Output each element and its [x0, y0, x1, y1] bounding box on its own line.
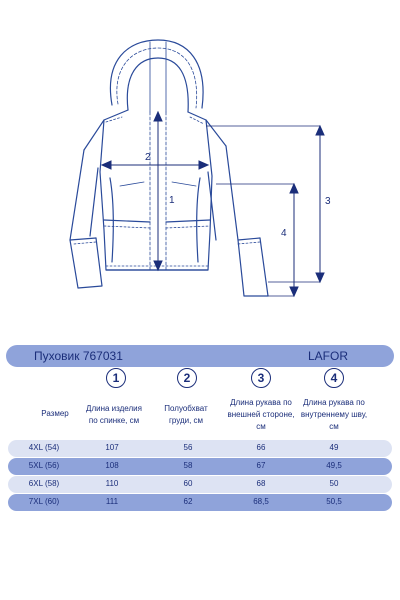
measure-label-1: 1	[169, 195, 175, 206]
product-name: Пуховик 767031	[34, 349, 123, 363]
value-cell: 68,5	[253, 497, 269, 506]
table-row	[8, 458, 392, 475]
value-cell: 108	[105, 461, 119, 470]
value-cell: 49	[329, 443, 339, 452]
size-cell: 5XL (56)	[28, 461, 60, 470]
value-cell: 58	[183, 461, 193, 470]
value-cell: 56	[183, 443, 193, 452]
value-cell: 110	[105, 479, 119, 488]
column-number-1: 1	[106, 368, 126, 388]
value-cell: 111	[105, 497, 119, 506]
table-row	[8, 440, 392, 457]
table-row	[8, 494, 392, 511]
value-cell: 67	[256, 461, 266, 470]
column-header-4: Длина рукава по внутреннему шву, см	[300, 398, 368, 431]
hood-inner	[127, 58, 188, 112]
value-cell: 49,5	[326, 461, 342, 470]
value-cell: 66	[256, 443, 266, 452]
measure-label-4: 4	[281, 228, 287, 239]
hood-outline	[110, 40, 203, 108]
column-header-2: Полуобхват груди, см	[164, 404, 208, 425]
column-number-4: 4	[324, 368, 344, 388]
size-cell: 4XL (54)	[28, 443, 60, 452]
measure-label-3: 3	[325, 196, 331, 207]
column-header-1: Длина изделия по спинке, см	[86, 404, 142, 425]
value-cell: 68	[256, 479, 266, 488]
value-cell: 60	[183, 479, 193, 488]
product-title-bar	[6, 345, 394, 367]
column-number-3: 3	[251, 368, 271, 388]
value-cell: 107	[105, 443, 119, 452]
table-row	[8, 476, 392, 493]
size-cell: 6XL (58)	[28, 479, 60, 488]
column-number-2: 2	[177, 368, 197, 388]
value-cell: 50,5	[326, 497, 342, 506]
value-cell: 50	[329, 479, 339, 488]
column-header-3: Длина рукава по внешней стороне, см	[227, 398, 295, 431]
value-cell: 62	[183, 497, 193, 506]
size-header: Размер	[41, 409, 69, 418]
brand-name: LAFOR	[308, 349, 349, 363]
measure-label-2: 2	[145, 152, 151, 163]
size-cell: 7XL (60)	[28, 497, 60, 506]
